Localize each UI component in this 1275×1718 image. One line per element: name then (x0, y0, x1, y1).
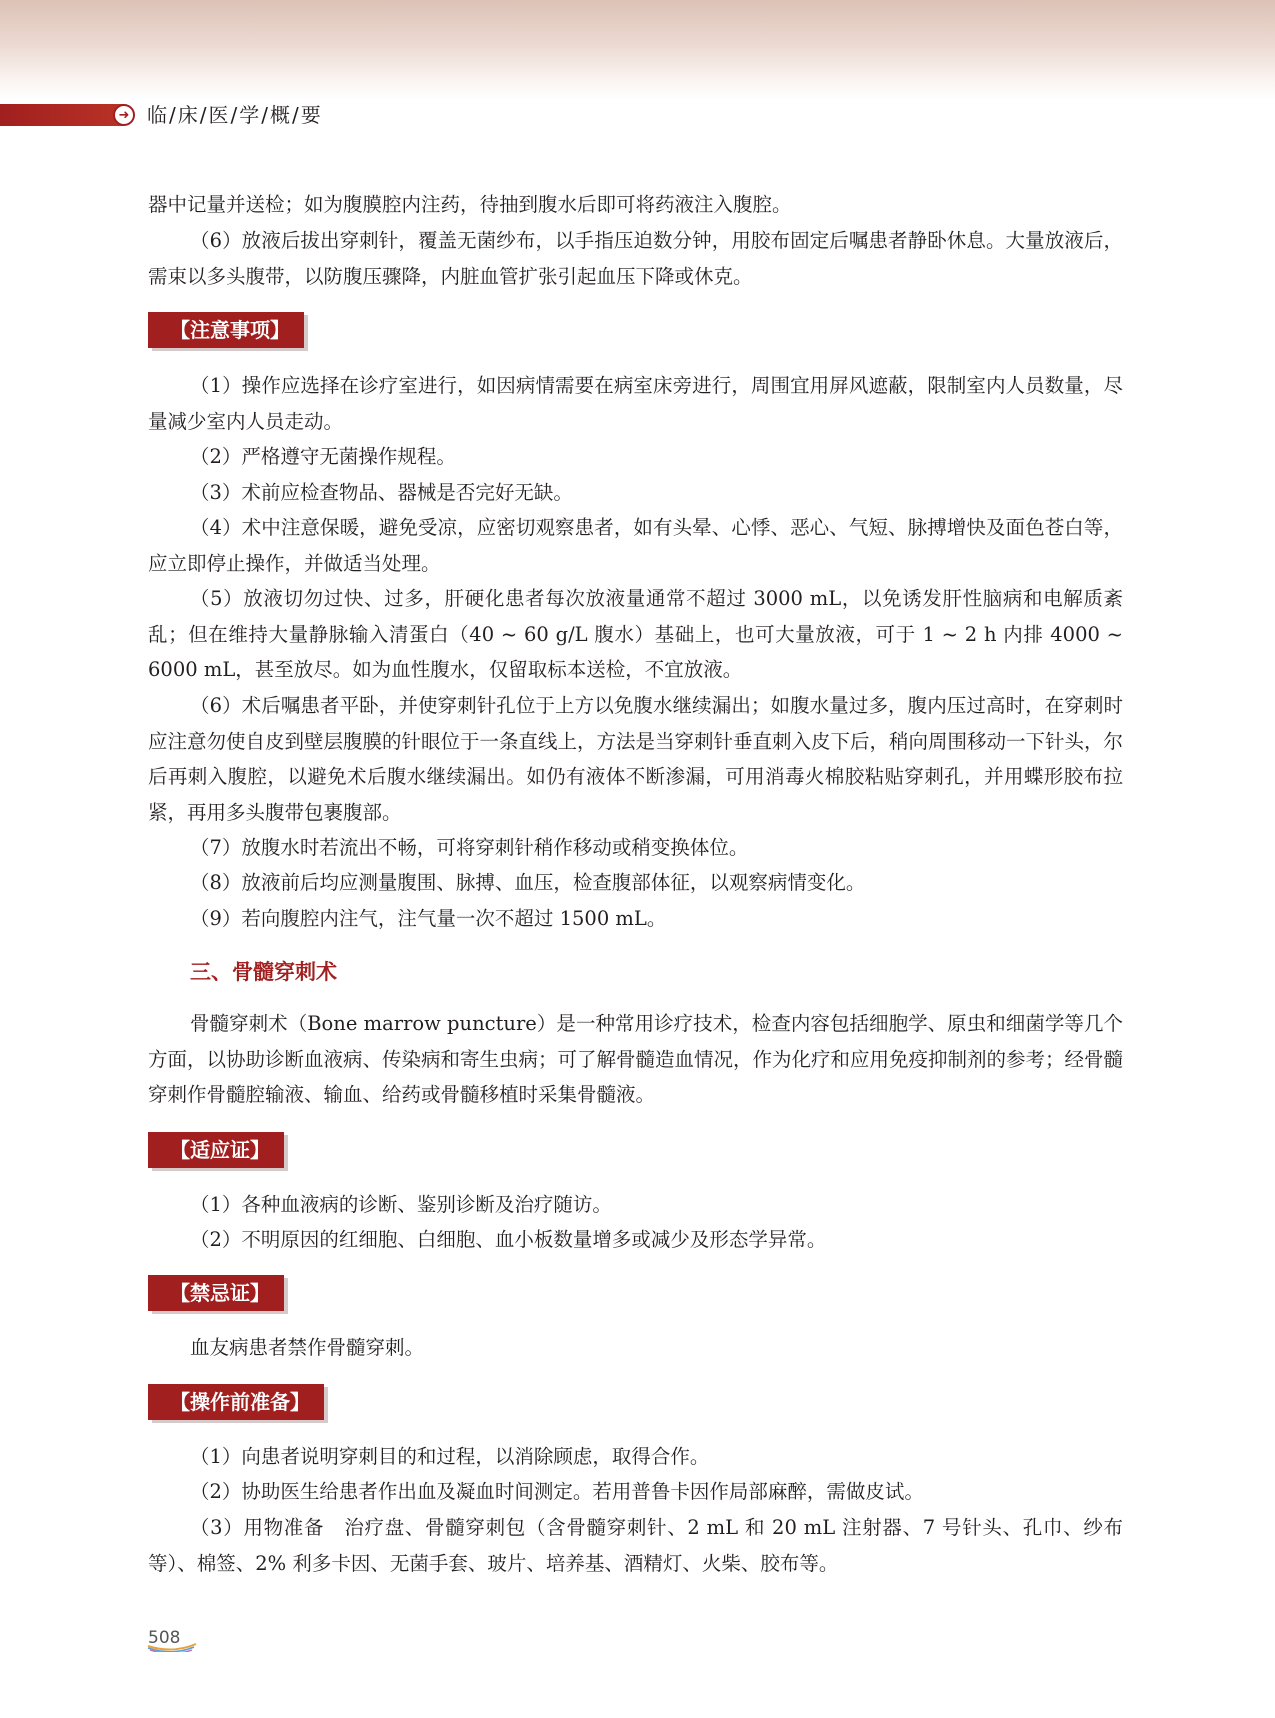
paragraph-step-6: （6）放液后拔出穿刺针，覆盖无菌纱布，以手指压迫数分钟，用胶布固定后嘱患者静卧休息。大量放液后，需束以多头腹带，以防腹压骤降，内脏血管扩张引起血压下降或休克。 (148, 229, 1123, 288)
book-title: 临/床/医/学/概/要 (147, 103, 323, 127)
precaution-item: （5）放液切勿过快、过多，肝硬化患者每次放液量通常不超过 3000 mL，以免诱发肝性脑病和电解质紊乱；但在维持大量静脉输入清蛋白（40 ~ 60 g/L 腹水）基础上，也可大量放液，可于 1 ~ 2 h 内排 4000 ~ 6000 mL，甚至放尽。如为血性腹水，仅留取标本送检，不宜放液。 (148, 587, 1123, 681)
header-gradient-band (0, 0, 1275, 100)
header-red-bar (0, 104, 124, 126)
preparation-item: （3）用物准备 治疗盘、骨髓穿刺包（含骨髓穿刺针、2 mL 和 20 mL 注射器、7 号针头、孔巾、纱布等）、棉签、2% 利多卡因、无菌手套、玻片、培养基、酒精灯、火柴、胶布等。 (148, 1516, 1123, 1575)
section-tag-contraindications: 【禁忌证】 (148, 1275, 284, 1311)
precaution-item: （9）若向腹腔内注气，注气量一次不超过 1500 mL。 (190, 907, 667, 930)
precaution-item: （6）术后嘱患者平卧，并使穿刺针孔位于上方以免腹水继续漏出；如腹水量过多，腹内压过高时，在穿刺时应注意勿使自皮到壁层腹膜的针眼位于一条直线上，方法是当穿刺针垂直刺入皮下后，稍向周围移动一下针头，尔后再刺入腹腔，以避免术后腹水继续漏出。如仍有液体不断渗漏，可用消毒火棉胶粘贴穿刺孔，并用蝶形胶布拉紧，再用多头腹带包裹腹部。 (148, 694, 1124, 824)
precaution-item: （1）操作应选择在诊疗室进行，如因病情需要在病室床旁进行，周围宜用屏风遮蔽，限制室内人员数量，尽量减少室内人员走动。 (148, 374, 1123, 433)
precaution-item: （4）术中注意保暖，避免受凉，应密切观察患者，如有头晕、心悸、恶心、气短、脉搏增快及面色苍白等，应立即停止操作，并做适当处理。 (148, 516, 1123, 575)
indication-item: （1）各种血液病的诊断、鉴别诊断及治疗随访。 (190, 1193, 612, 1216)
section-tag-preparation: 【操作前准备】 (148, 1384, 324, 1420)
paragraph-continuation: 器中记量并送检；如为腹膜腔内注药，待抽到腹水后即可将药液注入腹腔。 (148, 193, 792, 216)
contraindication-text: 血友病患者禁作骨髓穿刺。 (190, 1336, 425, 1359)
precaution-item: （3）术前应检查物品、器械是否完好无缺。 (190, 481, 573, 504)
precaution-item: （2）严格遵守无菌操作规程。 (190, 445, 456, 468)
precaution-item: （8）放液前后均应测量腹围、脉搏、血压，检查腹部体征，以观察病情变化。 (190, 871, 866, 894)
preparation-item: （2）协助医生给患者作出血及凝血时间测定。若用普鲁卡因作局部麻醉，需做皮试。 (190, 1480, 924, 1503)
arrow-right-icon: ➜ (113, 104, 135, 126)
preparation-item: （1）向患者说明穿刺目的和过程，以消除顾虑，取得合作。 (190, 1445, 710, 1468)
precaution-item: （7）放腹水时若流出不畅，可将穿刺针稍作移动或稍变换体位。 (190, 836, 749, 859)
page-number-swirl-icon (146, 1640, 198, 1652)
bone-marrow-intro: 骨髓穿刺术（Bone marrow puncture）是一种常用诊疗技术，检查内容包括细胞学、原虫和细菌学等几个方面，以协助诊断血液病、传染病和寄生虫病；可了解骨髓造血情况，作为化疗和应用免疫抑制剂的参考；经骨髓穿刺作骨髓腔输液、输血、给药或骨髓移植时采集骨髓液。 (148, 1012, 1124, 1106)
section-tag-indications: 【适应证】 (148, 1132, 284, 1168)
indication-item: （2）不明原因的红细胞、白细胞、血小板数量增多或减少及形态学异常。 (190, 1228, 827, 1251)
section-3-heading: 三、骨髓穿刺术 (190, 960, 337, 984)
page-number: 508 (148, 1628, 181, 1648)
section-tag-precautions: 【注意事项】 (148, 312, 304, 348)
